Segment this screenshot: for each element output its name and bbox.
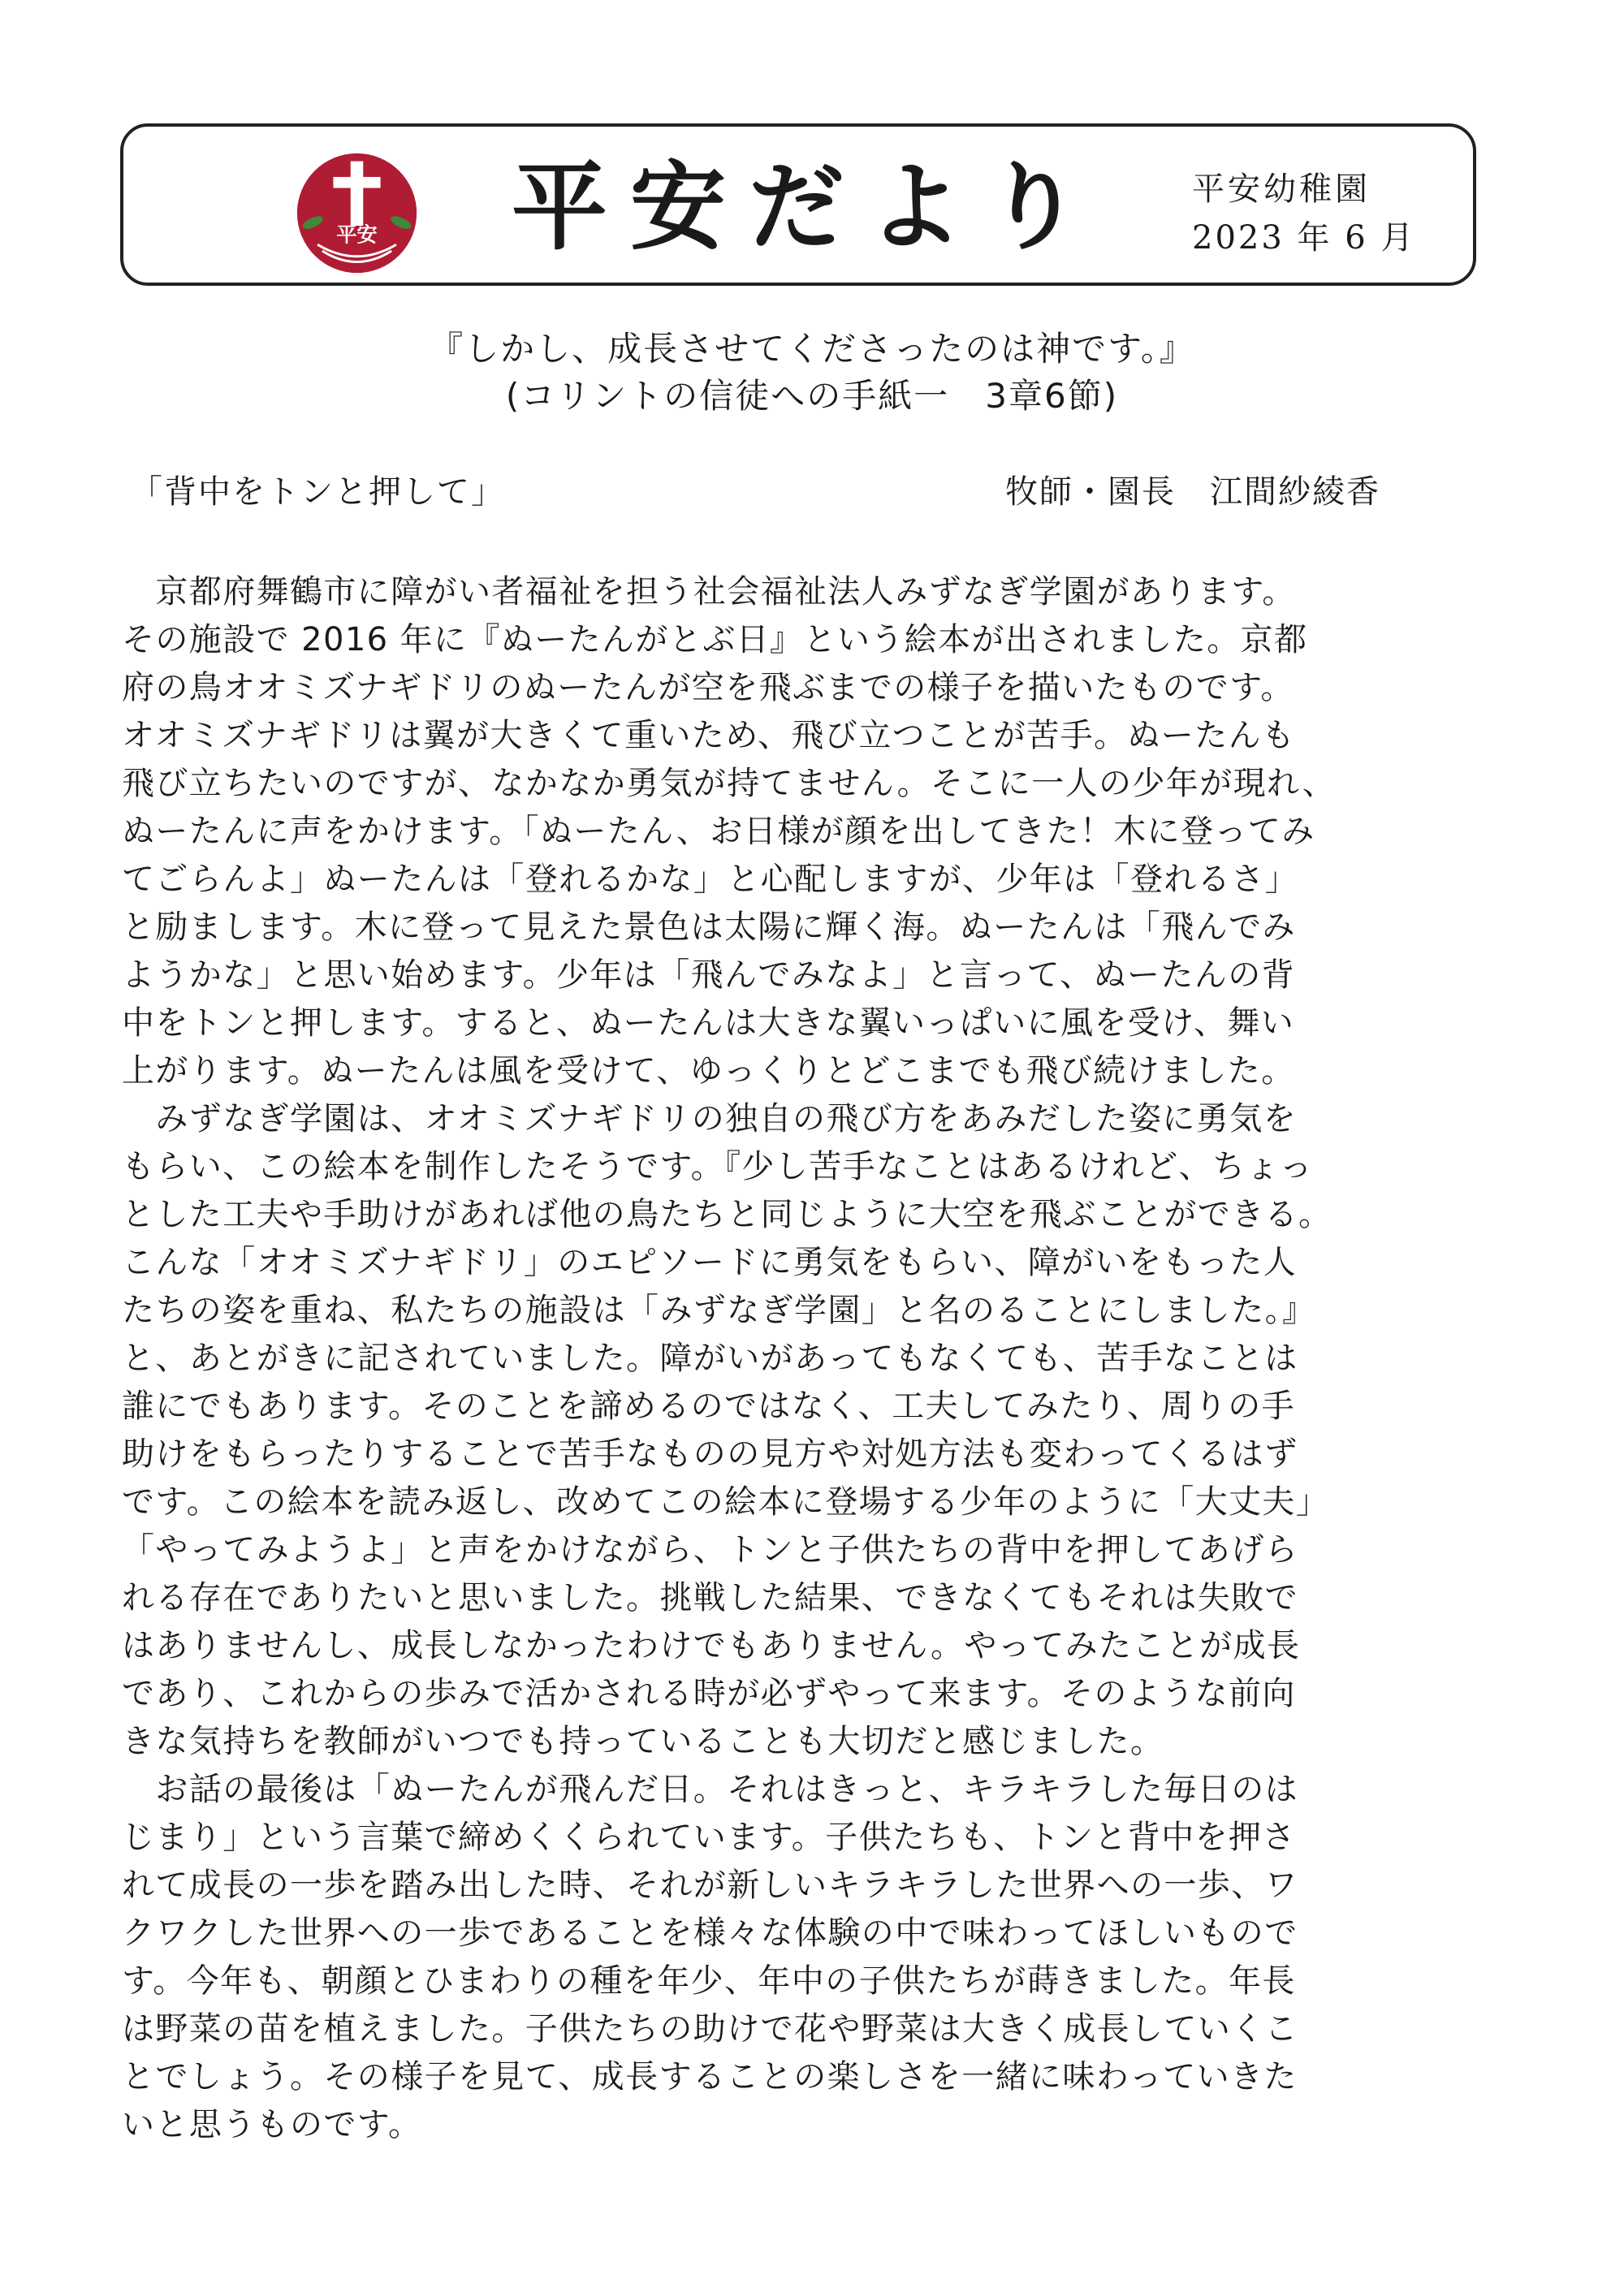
body-line: とでしょう。その様子を見て、成長することの楽しさを一緒に味わっていきた (122, 2058, 1298, 2096)
logo-text: 平安 (336, 222, 378, 247)
church-logo (294, 150, 420, 276)
body-line: たちの姿を重ね、私たちの施設は「みずなぎ学園」と名のることにしました。』 (122, 1292, 1316, 1329)
body-line: オオミズナギドリは翼が大きくて重いため、飛び立つことが苦手。ぬーたんも (122, 717, 1296, 754)
body-line: とした工夫や手助けがあれば他の鳥たちと同じように大空を飛ぶことができる。 (122, 1196, 1332, 1233)
school-name: 平安幼稚園 (1192, 170, 1371, 208)
author-name: 江間紗綾香 (1210, 473, 1380, 511)
body-line: と励まします。木に登って見えた景色は太陽に輝く海。ぬーたんは「飛んでみ (122, 909, 1296, 946)
body-line: れて成長の一歩を踏み出した時、それが新しいキラキラした世界への一歩、ワ (122, 1867, 1298, 1904)
body-line: その施設で 2016 年に『ぬーたんがとぶ日』という絵本が出されました。京都 (122, 621, 1308, 658)
body-line: はありませんし、成長しなかったわけでもありません。やってみたことが成長 (122, 1627, 1301, 1664)
body-line: 府の鳥オオミズナギドリのぬーたんが空を飛ぶまでの様子を描いたものです。 (122, 669, 1294, 706)
body-line: いと思うものです。 (122, 2106, 422, 2143)
issue-date: 2023 年 6 月 (1192, 219, 1416, 257)
body-line: す。今年も、朝顔とひまわりの種を年少、年中の子供たちが蒔きました。年長 (122, 1962, 1296, 2000)
body-line: こんな「オオミズナギドリ」のエピソードに勇気をもらい、障がいをもった人 (122, 1244, 1297, 1281)
body-line: であり、これからの歩みで活かされる時が必ずやって来ます。そのような前向 (122, 1675, 1296, 1712)
body-line: もらい、この絵本を制作したそうです。『少し苦手なことはあるけれど、ちょっ (122, 1148, 1314, 1185)
body-line: てごらんよ」ぬーたんは「登れるかな」と心配しますが、少年は「登れるさ」 (122, 861, 1298, 898)
article-body (122, 568, 1494, 2149)
body-line: ようかな」と思い始めます。少年は「飛んでみなよ」と言って、ぬーたんの背 (122, 956, 1295, 994)
body-line: 京都府舞鶴市に障がい者福祉を担う社会福祉法人みずなぎ学園があります。 (122, 573, 1296, 611)
body-line: きな気持ちを教師がいつでも持っていることも大切だと感じました。 (122, 1723, 1164, 1760)
body-line: れる存在でありたいと思いました。挑戦した結果、できなくてもそれは失敗で (122, 1579, 1298, 1616)
body-line: クワクした世界への一歩であることを様々な体験の中で味わってほしいもので (122, 1914, 1298, 1952)
body-line: 飛び立ちたいのですが、なかなか勇気が持てません。そこに一人の少年が現れ、 (122, 765, 1337, 802)
bible-verse-quote: 『しかし、成長させてくださったのは神です。』 (429, 329, 1195, 369)
body-line: お話の最後は「ぬーたんが飛んだ日。それはきっと、キラキラした毎日のは (122, 1771, 1298, 1808)
body-line: ぬーたんに声をかけます。「ぬーたん、お日様が顔を出してきた！木に登ってみ (122, 813, 1315, 850)
body-line: 中をトンと押します。すると、ぬーたんは大きな翼いっぱいに風を受け、舞い (122, 1004, 1295, 1042)
body-line: 誰にでもあります。そのことを諦めるのではなく、工夫してみたり、周りの手 (122, 1388, 1295, 1425)
body-line: 「やってみようよ」と声をかけながら、トンと子供たちの背中を押してあげら (122, 1531, 1298, 1569)
body-line: は野菜の苗を植えました。子供たちの助けで花や野菜は大きく成長していくこ (122, 2010, 1298, 2048)
body-line: と、あとがきに記されていました。障がいがあってもなくても、苦手なことは (122, 1340, 1298, 1377)
author-role: 牧師・園長 (1005, 473, 1176, 511)
newsletter-title: 平安だより (512, 151, 1105, 263)
body-line: じまり」という言葉で締めくくられています。子供たちも、トンと背中を押さ (122, 1819, 1296, 1856)
author-byline (1005, 469, 1380, 515)
body-line: 上がります。ぬーたんは風を受けて、ゆっくりとどこまでも飛び続けました。 (122, 1052, 1295, 1090)
article-title: 「背中をトンと押して」 (130, 473, 505, 511)
body-line: です。この絵本を読み返し、改めてこの絵本に登場する少年のように「大丈夫」 (122, 1483, 1330, 1521)
body-line: みずなぎ学園は、オオミズナギドリの独自の飛び方をあみだした姿に勇気を (122, 1100, 1297, 1137)
body-line: 助けをもらったりすることで苦手なものの見方や対処方法も変わってくるはず (122, 1435, 1298, 1473)
bible-verse-reference: (コリントの信徒への手紙一 3章6節) (505, 376, 1119, 416)
